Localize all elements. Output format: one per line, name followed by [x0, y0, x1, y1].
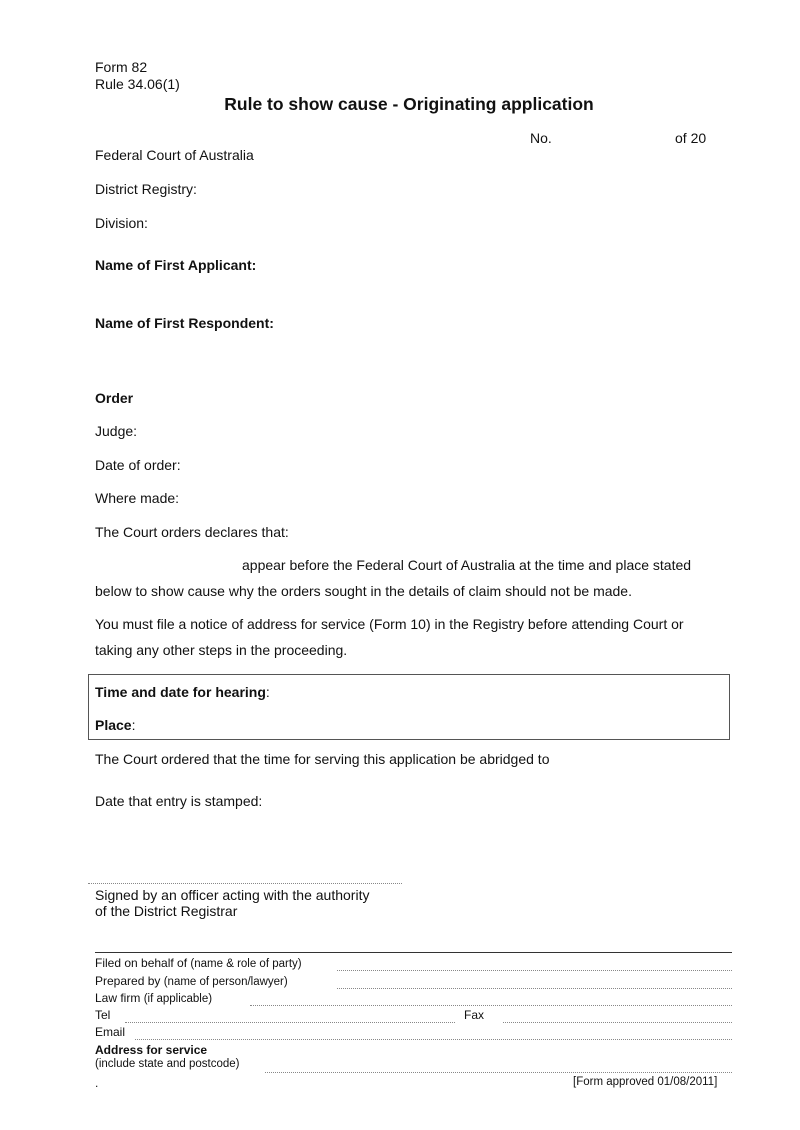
- year-label: of 20: [675, 130, 707, 146]
- rule-number: Rule 34.06(1): [95, 76, 180, 92]
- prepared-by: [95, 974, 288, 988]
- prepared-by-label: Prepared by: [95, 974, 161, 988]
- court-name: Federal Court of Australia: [95, 147, 254, 163]
- signature-text-line-2: of the District Registrar: [95, 903, 238, 919]
- hearing-time-date-colon: :: [265, 684, 270, 700]
- order-heading: Order: [95, 390, 134, 406]
- footer-divider: [95, 952, 732, 953]
- law-firm-hint: (if applicable): [143, 993, 213, 1005]
- first-respondent-label: Name of First Respondent:: [95, 315, 274, 331]
- law-firm-field[interactable]: [250, 1005, 732, 1006]
- hearing-time-date-label: Time and date for hearing: [95, 684, 266, 700]
- email-label: Email: [95, 1025, 126, 1039]
- tel-label: Tel: [95, 1008, 111, 1022]
- prepared-by-field[interactable]: [337, 988, 732, 989]
- notice-text-line-1: You must file a notice of address for service (Form 10) in the Registry before attending Court or: [95, 616, 684, 632]
- court-orders-text: The Court orders declares that:: [95, 524, 289, 540]
- signature-text-line-1: Signed by an officer acting with the authority: [95, 887, 370, 903]
- hearing-place-label: Place: [95, 717, 132, 733]
- hearing-place-colon: :: [131, 717, 136, 733]
- hearing-place: [95, 717, 135, 733]
- page-title: Rule to show cause - Originating application: [224, 94, 594, 114]
- law-firm: [95, 991, 212, 1005]
- address-for-service-field[interactable]: [265, 1072, 732, 1073]
- footer-dot: .: [95, 1076, 99, 1090]
- appear-text-line-1: appear before the Federal Court of Australia at the time and place stated: [242, 557, 692, 573]
- notice-text-line-2: taking any other steps in the proceeding.: [95, 642, 348, 658]
- first-applicant-label: Name of First Applicant:: [95, 257, 257, 273]
- abridged-text: The Court ordered that the time for serving this application be abridged to: [95, 751, 550, 767]
- fax-field[interactable]: [503, 1022, 732, 1023]
- signature-line: [88, 883, 402, 884]
- where-made-label: Where made:: [95, 490, 180, 506]
- address-for-service-hint: (include state and postcode): [95, 1058, 240, 1070]
- email-field[interactable]: [135, 1039, 732, 1040]
- filed-on-behalf-label: Filed on behalf of: [95, 956, 188, 970]
- hearing-time-date: [95, 684, 270, 700]
- form-number: Form 82: [95, 59, 148, 75]
- fax-label: Fax: [464, 1008, 485, 1022]
- form-approval-note: [Form approved 01/08/2011]: [573, 1076, 718, 1088]
- number-label: No.: [530, 130, 552, 146]
- district-registry-label: District Registry:: [95, 181, 197, 197]
- stamped-date-label: Date that entry is stamped:: [95, 793, 263, 809]
- address-for-service-label: Address for service: [95, 1043, 208, 1057]
- filed-on-behalf-hint: (name & role of party): [190, 958, 302, 970]
- filed-on-behalf-field[interactable]: [337, 970, 732, 971]
- tel-field[interactable]: [125, 1022, 455, 1023]
- filed-on-behalf: [95, 956, 302, 970]
- appear-text-line-2: below to show cause why the orders sought in the details of claim should not be made.: [95, 583, 632, 599]
- date-of-order-label: Date of order:: [95, 457, 181, 473]
- law-firm-label: Law firm: [95, 991, 141, 1005]
- division-label: Division:: [95, 215, 148, 231]
- prepared-by-hint: (name of person/lawyer): [163, 976, 288, 988]
- judge-label: Judge:: [95, 423, 138, 439]
